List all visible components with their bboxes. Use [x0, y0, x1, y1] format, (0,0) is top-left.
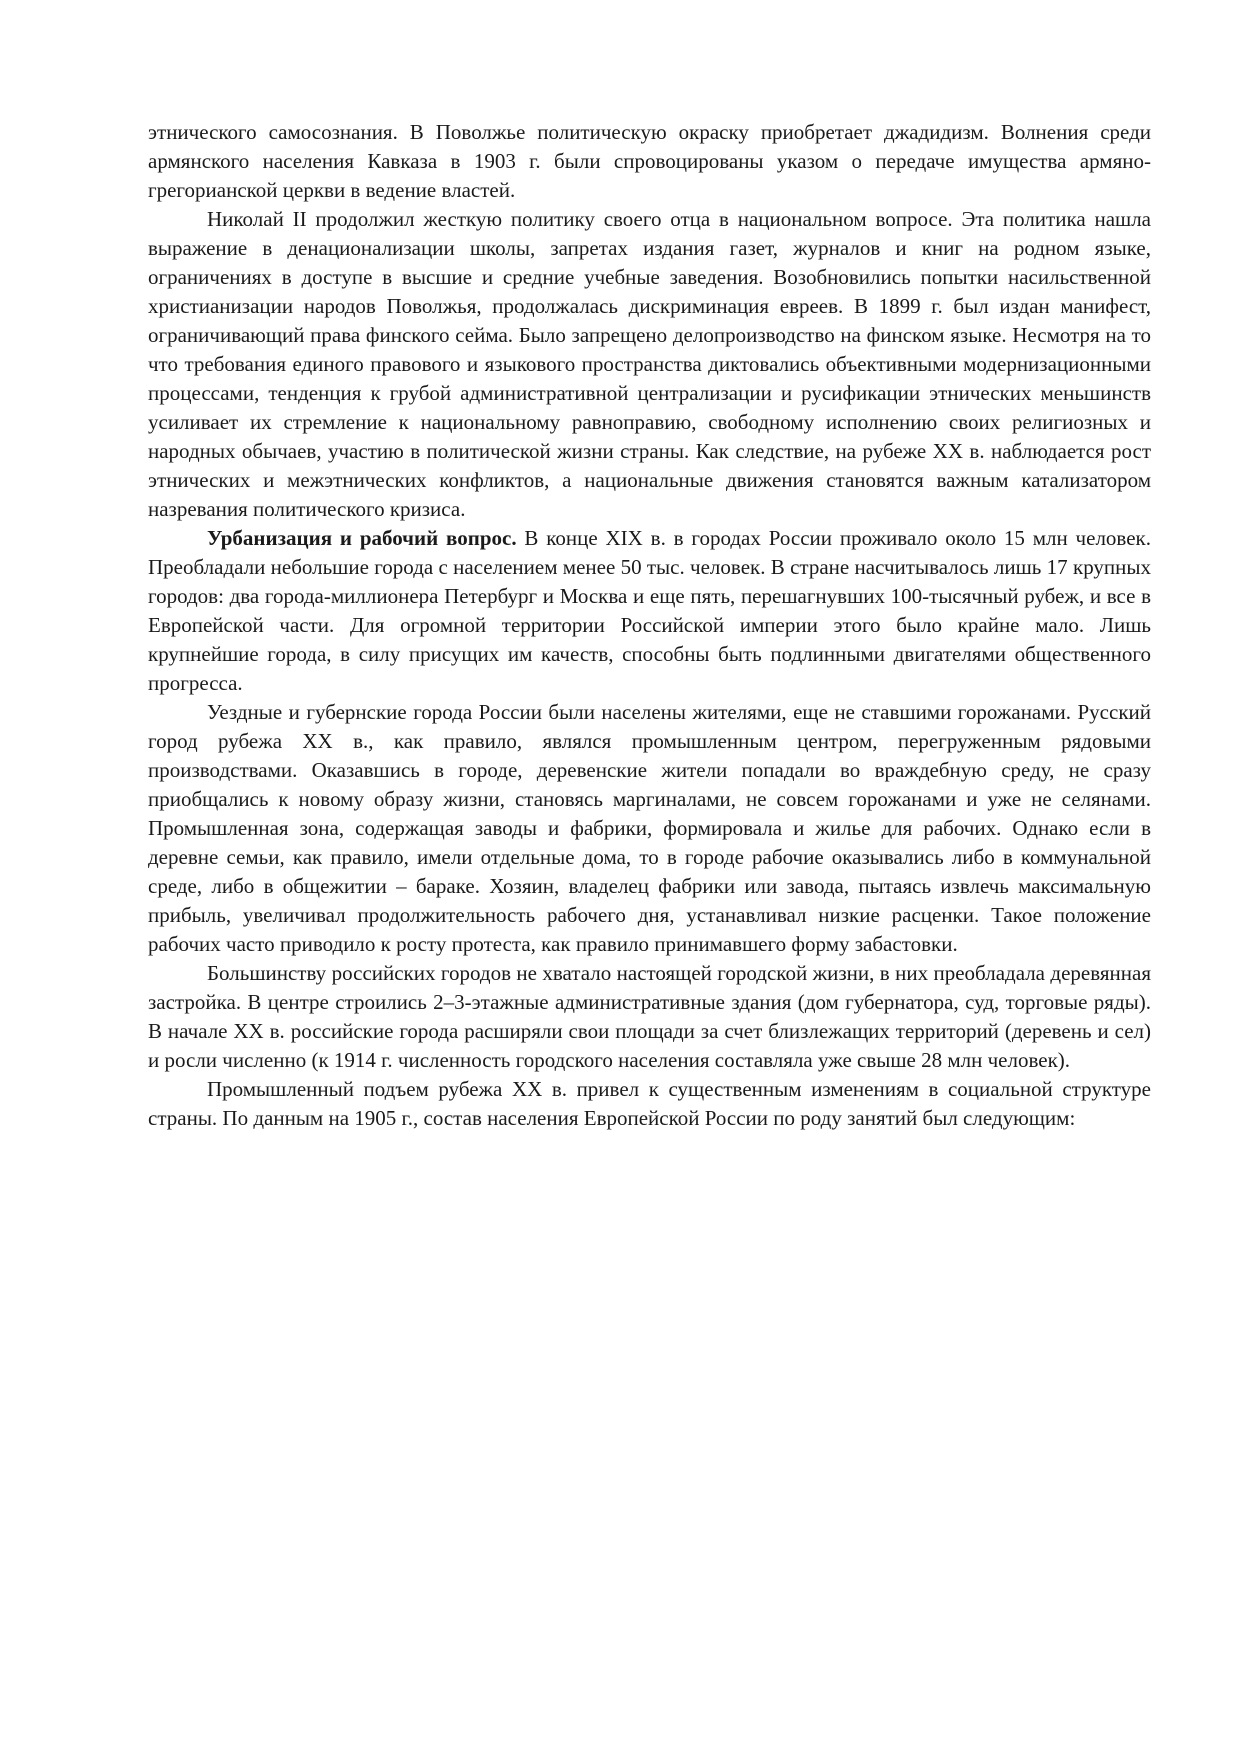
paragraph-continuation — [148, 118, 1151, 205]
paragraph-nicholas-policy — [148, 205, 1151, 524]
paragraph-text: этнического самосознания. В Поволжье политическую окраску приобретает джадидизм. Волнения среди армянского населения Кавказа в 1903 г. были спровоцированы указом о передаче имущества армяно-грегорианской церкви в ведение властей. — [148, 120, 1151, 202]
document-page — [148, 118, 1151, 1133]
paragraph-text: Уездные и губернские города России были населены жителями, еще не ставшими горожанами. Русский город рубежа XX в., как правило, являлся промышленным центром, перегруженным рядовыми производствами. Оказавшись в городе, деревенские жители попадали во враждебную среду, не сразу приобщались к новому образу жизни, становясь маргиналами, не совсем горожанами и уже не селянами. Промышленная зона, содержащая заводы и фабрики, формировала и жилье для рабочих. Однако если в деревне семьи, как правило, имели отдельные дома, то в городе рабочие оказывались либо в коммунальной среде, либо в общежитии – бараке. Хозяин, владелец фабрики или завода, пытаясь извлечь максимальную прибыль, увеличивал продолжительность рабочего дня, устанавливал низкие расценки. Такое положение рабочих часто приводило к росту протеста, как правило принимавшего форму забастовки. — [148, 700, 1151, 956]
paragraph-text: Николай II продолжил жесткую политику своего отца в национальном вопросе. Эта политика нашла выражение в денационализации школы, запретах издания газет, журналов и книг на родном языке, ограничениях в доступе в высшие и средние учебные заведения. Возобновились попытки насильственной христианизации народов Поволжья, продолжалась дискриминация евреев. В 1899 г. был издан манифест, ограничивающий права финского сейма. Было запрещено делопроизводство на финском языке. Несмотря на то что требования единого правового и языкового пространства диктовались объективными модернизационными процессами, тенденция к грубой административной централизации и русификации этнических меньшинств усиливает их стремление к национальному равноправию, свободному исполнению своих религиозных и народных обычаев, участию в политической жизни страны. Как следствие, на рубеже XX в. наблюдается рост этнических и межэтнических конфликтов, а национальные движения становятся важным катализатором назревания политического кризиса. — [148, 207, 1151, 521]
section-heading: Урбанизация и рабочий вопрос. — [207, 526, 517, 550]
paragraph-urbanization — [148, 524, 1151, 698]
paragraph-text: Промышленный подъем рубежа XX в. привел к существенным изменениям в социальной структуре страны. По данным на 1905 г., состав населения Европейской России по роду занятий был следующим: — [148, 1077, 1151, 1130]
paragraph-text: В конце XIX в. в городах России проживало около 15 млн человек. Преобладали небольшие города с населением менее 50 тыс. человек. В стране насчитывалось лишь 17 крупных городов: два города-миллионера Петербург и Москва и еще пять, перешагнувших 100-тысячный рубеж, и все в Европейской части. Для огромной территории Российской империи этого было крайне мало. Лишь крупнейшие города, в силу присущих им качеств, способны быть подлинными двигателями общественного прогресса. — [148, 526, 1151, 695]
paragraph-city-life — [148, 959, 1151, 1075]
paragraph-towns — [148, 698, 1151, 959]
paragraph-text: Большинству российских городов не хватало настоящей городской жизни, в них преобладала деревянная застройка. В центре строились 2–3-этажные административные здания (дом губернатора, суд, торговые ряды). В начале XX в. российские города расширяли свои площади за счет близлежащих территорий (деревень и сел) и росли численно (к 1914 г. численность городского населения составляла уже свыше 28 млн человек). — [148, 961, 1151, 1072]
paragraph-social-structure — [148, 1075, 1151, 1133]
